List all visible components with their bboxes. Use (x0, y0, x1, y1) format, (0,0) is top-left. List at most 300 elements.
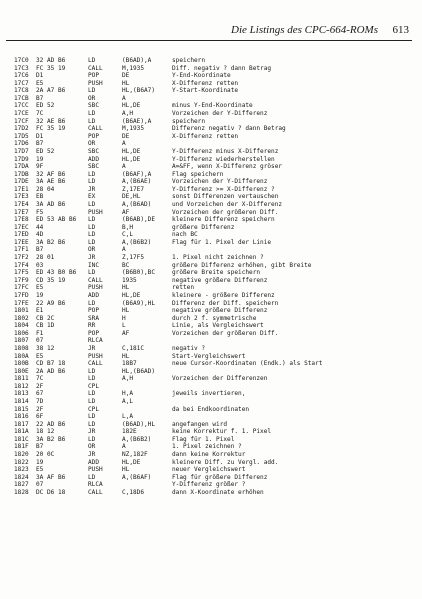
listing-opcode-bytes: 03 (36, 261, 44, 269)
listing-address: 1811 (14, 375, 29, 383)
listing-opcode-bytes: B7 (36, 443, 44, 451)
listing-row (14, 390, 414, 398)
listing-operand: (B6AD),HL (122, 420, 156, 428)
listing-row (14, 383, 414, 391)
listing-operand: L,A (122, 413, 134, 421)
listing-mnemonic: CALL (88, 488, 103, 496)
listing-row (14, 443, 414, 451)
listing-opcode-bytes: ED 53 AB B6 (36, 216, 77, 224)
listing-address: 17C3 (14, 64, 29, 72)
listing-address: 17FC (14, 284, 29, 292)
listing-address: 1828 (14, 488, 29, 496)
listing-operand: L (122, 322, 126, 330)
listing-row (14, 459, 414, 467)
listing-address: 180A (14, 352, 29, 360)
listing-comment: X-Differenz retten (172, 79, 239, 87)
listing-opcode-bytes: 19 (36, 291, 44, 299)
listing-row (14, 481, 414, 489)
listing-row (14, 57, 414, 65)
listing-mnemonic: LD (88, 216, 96, 224)
listing-opcode-bytes: 7C (36, 375, 44, 383)
listing-mnemonic: JR (88, 185, 96, 193)
listing-operand: A,L (122, 398, 134, 406)
listing-address: 17ED (14, 231, 29, 239)
listing-opcode-bytes: 2A A7 B6 (36, 87, 66, 95)
listing-mnemonic: JR (88, 428, 96, 436)
listing-row (14, 375, 414, 383)
listing-row (14, 307, 414, 315)
listing-address: 17CC (14, 102, 29, 110)
listing-operand: M,1935 (122, 64, 145, 72)
listing-mnemonic: LD (88, 231, 96, 239)
listing-mnemonic: SBC (88, 163, 100, 171)
page-title: Die Listings des CPC-664-ROMs (231, 24, 378, 36)
page-number: 613 (392, 24, 409, 36)
listing-opcode-bytes: ED 52 (36, 147, 55, 155)
listing-row (14, 178, 414, 186)
listing-operand: HL (122, 79, 130, 87)
listing-address: 17E4 (14, 200, 29, 208)
listing-opcode-bytes: 67 (36, 390, 44, 398)
listing-operand: C,181C (122, 344, 145, 352)
listing-row (14, 474, 414, 482)
listing-address: 1807 (14, 337, 29, 345)
listing-opcode-bytes: E5 (36, 466, 44, 474)
listing-address: 17E3 (14, 193, 29, 201)
listing-mnemonic: LD (88, 57, 96, 64)
listing-comment: größere Differenz erhöhen, gibt Breite (172, 261, 312, 269)
listing-comment: neue Cursor-Koordinaten (Endk.) als Start (172, 360, 323, 368)
listing-row (14, 156, 414, 164)
listing-address: 17D5 (14, 132, 29, 140)
listing-opcode-bytes: 3A B2 B6 (36, 435, 66, 443)
listing-opcode-bytes: B7 (36, 94, 44, 102)
listing-row (14, 186, 414, 194)
listing-mnemonic: OR (88, 94, 96, 102)
listing-address: 1804 (14, 322, 29, 330)
listing-mnemonic: CPL (88, 405, 100, 413)
listing-opcode-bytes: F5 (36, 208, 44, 216)
listing-mnemonic: SRA (88, 314, 100, 322)
listing-comment: negative größere Differenz (172, 307, 268, 315)
listing-operand: C,L (122, 231, 134, 239)
listing-opcode-bytes: 2F (36, 382, 44, 390)
listing-row (14, 110, 414, 118)
listing-comment: retten (172, 284, 195, 292)
listing-opcode-bytes: FC 35 19 (36, 125, 66, 133)
listing-operand: A,(B6B2) (122, 238, 152, 246)
listing-comment: dann keine Korrektur (172, 451, 246, 459)
listing-mnemonic: ADD (88, 458, 100, 466)
listing-comment: Flag speichern (172, 170, 224, 178)
listing-mnemonic: LD (88, 87, 96, 95)
listing-opcode-bytes: E1 (36, 307, 44, 315)
listing-mnemonic: CALL (88, 64, 103, 72)
listing-operand: HL,DE (122, 102, 141, 110)
listing-operand: A,(B6B2) (122, 435, 152, 443)
listing-mnemonic: PUSH (88, 208, 103, 216)
listing-comment: Y-Differenz größer ? (172, 481, 246, 489)
listing-row (14, 330, 414, 338)
listing-address: 17DE (14, 178, 29, 186)
listing-row (14, 277, 414, 285)
listing-address: 1824 (14, 473, 29, 481)
listing-opcode-bytes: ED 52 (36, 102, 55, 110)
listing-opcode-bytes: E5 (36, 352, 44, 360)
listing-row (14, 72, 414, 80)
listing-row (14, 254, 414, 262)
listing-mnemonic: LD (88, 223, 96, 231)
listing-mnemonic: LD (88, 398, 96, 406)
listing-address: 17C0 (14, 57, 29, 64)
listing-opcode-bytes: E5 (36, 284, 44, 292)
listing-address: 17D6 (14, 140, 29, 148)
listing-mnemonic: EX (88, 193, 96, 201)
listing-operand: H (122, 314, 126, 322)
listing-row (14, 65, 414, 73)
listing-opcode-bytes: 28 01 (36, 254, 55, 262)
listing-row (14, 292, 414, 300)
listing-mnemonic: LD (88, 413, 96, 421)
listing-address: 17D7 (14, 147, 29, 155)
listing-mnemonic: LD (88, 299, 96, 307)
listing-opcode-bytes: E5 (36, 79, 44, 87)
listing-address: 1814 (14, 398, 29, 406)
listing-opcode-bytes: 28 04 (36, 185, 55, 193)
page-header (0, 0, 422, 48)
listing-address: 1813 (14, 390, 29, 398)
listing-mnemonic: LD (88, 170, 96, 178)
listing-address: 17C6 (14, 72, 29, 80)
listing-mnemonic: LD (88, 269, 96, 277)
listing-operand: HL,DE (122, 155, 141, 163)
listing-opcode-bytes: 19 (36, 458, 44, 466)
listing-comment: Flag für 1. Pixel (172, 435, 235, 443)
listing-mnemonic: PUSH (88, 352, 103, 360)
listing-comment: speichern (172, 117, 206, 125)
listing-row (14, 133, 414, 141)
listing-operand: NZ,182F (122, 451, 148, 459)
listing-comment: kleinere Diff. zu Vergl. add. (172, 458, 279, 466)
listing-address: 1806 (14, 329, 29, 337)
listing-operand: A (122, 443, 126, 451)
listing-opcode-bytes: 20 0C (36, 451, 55, 459)
listing-comment: A=&FF, wenn X-Differenz gröser (172, 163, 283, 171)
listing-opcode-bytes: D1 (36, 72, 44, 80)
listing-mnemonic: RLCA (88, 337, 103, 345)
listing-opcode-bytes: CB 2C (36, 314, 55, 322)
listing-mnemonic: ADD (88, 291, 100, 299)
listing-row (14, 428, 414, 436)
listing-operand: 182E (122, 428, 137, 436)
listing-row (14, 284, 414, 292)
listing-opcode-bytes: 19 (36, 155, 44, 163)
listing-opcode-bytes: 32 AD B6 (36, 57, 66, 64)
listing-mnemonic: POP (88, 72, 100, 80)
listing-comment: X-Differenz retten (172, 132, 239, 140)
listing-operand: HL,(B6AD) (122, 367, 156, 375)
listing-mnemonic: CALL (88, 360, 103, 368)
listing-comment: speichern (172, 57, 206, 64)
listing-address: 17C7 (14, 79, 29, 87)
listing-comment: Start-Vergleichswert (172, 352, 246, 360)
listing-mnemonic: POP (88, 307, 100, 315)
listing-operand: A,(B6AD) (122, 200, 152, 208)
listing-operand: M,1935 (122, 125, 145, 133)
listing-comment: jeweils invertieren, (172, 390, 246, 398)
listing-comment: Linie, als Vergleichswert (172, 322, 264, 330)
listing-row (14, 353, 414, 361)
listing-operand: HL (122, 352, 130, 360)
listing-comment: sonst Differenzen vertauschen (172, 193, 279, 201)
listing-mnemonic: CALL (88, 276, 103, 284)
listing-address: 17CE (14, 110, 29, 118)
listing-operand: HL,DE (122, 147, 141, 155)
listing-operand: BC (122, 261, 130, 269)
listing-row (14, 239, 414, 247)
listing-mnemonic: OR (88, 443, 96, 451)
listing-operand: HL,DE (122, 458, 141, 466)
listing-operand: (B6A9),HL (122, 299, 156, 307)
listing-row (14, 140, 414, 148)
listing-operand: HL (122, 466, 130, 474)
header-divider (6, 40, 412, 41)
listing-address: 17DA (14, 163, 29, 171)
listing-address: 17E8 (14, 216, 29, 224)
listing-row (14, 436, 414, 444)
listing-mnemonic: JR (88, 451, 96, 459)
listing-comment: größere Breite speichern (172, 269, 261, 277)
listing-operand: (B6B0),BC (122, 269, 156, 277)
listing-row (14, 246, 414, 254)
listing-comment: Vorzeichen der größeren Diff. (172, 208, 279, 216)
listing-opcode-bytes: FC 35 19 (36, 64, 66, 72)
listing-address: 180B (14, 360, 29, 368)
listing-row (14, 163, 414, 171)
listing-address: 17F9 (14, 276, 29, 284)
listing-comment: Y-End-Koordinate (172, 72, 231, 80)
listing-opcode-bytes: CD B7 18 (36, 360, 66, 368)
listing-operand: Z,17F5 (122, 254, 145, 262)
listing-address: 1802 (14, 314, 29, 322)
listing-operand: A (122, 246, 126, 254)
listing-row (14, 413, 414, 421)
listing-operand: HL (122, 307, 130, 315)
listing-address: 17F2 (14, 254, 29, 262)
listing-mnemonic: LD (88, 200, 96, 208)
listing-operand: (B6AD),A (122, 57, 152, 64)
listing-operand: DE (122, 132, 130, 140)
listing-row (14, 489, 414, 497)
listing-address: 17C8 (14, 87, 29, 95)
listing-mnemonic: JR (88, 344, 96, 352)
listing-opcode-bytes: 2F (36, 405, 44, 413)
listing-opcode-bytes: 2A AD B6 (36, 367, 66, 375)
listing-opcode-bytes: B7 (36, 246, 44, 254)
listing-opcode-bytes: 22 AD B6 (36, 420, 66, 428)
listing-row (14, 421, 414, 429)
listing-row (14, 406, 414, 414)
listing-operand: C,18D6 (122, 488, 145, 496)
listing-opcode-bytes: EB (36, 193, 44, 201)
listing-opcode-bytes: 44 (36, 223, 44, 231)
listing-comment: neuer Vergleichswert (172, 466, 246, 474)
listing-address: 17EC (14, 223, 29, 231)
listing-address: 1817 (14, 420, 29, 428)
listing-opcode-bytes: 7D (36, 398, 44, 406)
listing-address: 17F5 (14, 269, 29, 277)
listing-address: 1808 (14, 344, 29, 352)
listing-opcode-bytes: CD 35 19 (36, 276, 66, 284)
listing-address: 1815 (14, 405, 29, 413)
listing-address: 17FD (14, 291, 29, 299)
listing-comment: und Vorzeichen der X-Differenz (172, 200, 283, 208)
listing-operand: (B6AB),DE (122, 216, 156, 224)
listing-opcode-bytes: ED 43 B0 B6 (36, 269, 77, 277)
listing-address: 1822 (14, 458, 29, 466)
listing-operand: A,(B6AE) (122, 178, 152, 186)
listing-comment: Y-Differenz >= X-Differenz ? (172, 185, 275, 193)
listing-address: 17DB (14, 170, 29, 178)
listing-mnemonic: OR (88, 140, 96, 148)
listing-mnemonic: LD (88, 178, 96, 186)
listing-address: 17F1 (14, 246, 29, 254)
listing-operand: A (122, 163, 126, 171)
listing-row (14, 87, 414, 95)
listing-mnemonic: SBC (88, 147, 100, 155)
listing-address: 17CB (14, 94, 29, 102)
listing-mnemonic: RLCA (88, 481, 103, 489)
listing-mnemonic: LD (88, 390, 96, 398)
listing-comment: kleinere - größere Differenz (172, 291, 275, 299)
listing-row (14, 95, 414, 103)
listing-operand: (B6AE),A (122, 117, 152, 125)
listing-row (14, 216, 414, 224)
listing-address: 1823 (14, 466, 29, 474)
listing-comment: da bei Endkoordinaten (172, 405, 250, 413)
listing-comment: negative größere Differenz (172, 276, 268, 284)
listing-comment: Differenz negativ ? dann Betrag (172, 125, 286, 133)
listing-operand: A,(B6AF) (122, 473, 152, 481)
listing-address: 17F4 (14, 261, 29, 269)
listing-address: 1820 (14, 451, 29, 459)
listing-mnemonic: INC (88, 261, 100, 269)
listing-row (14, 118, 414, 126)
listing-opcode-bytes: 7C (36, 110, 44, 118)
listing-address: 17FE (14, 299, 29, 307)
listing-comment: Vorzeichen der Y-Differenz (172, 110, 268, 118)
listing-comment: Diff. negativ ? dann Betrag (172, 64, 272, 72)
listing-operand: A (122, 94, 126, 102)
listing-operand: H,A (122, 390, 134, 398)
listing-comment: durch 2 f. symmetrische (172, 314, 257, 322)
listing-row (14, 322, 414, 330)
listing-mnemonic: POP (88, 132, 100, 140)
listing-row (14, 451, 414, 459)
listing-comment: Y-Differenz wiederherstellen (172, 155, 275, 163)
listing-operand: 18B7 (122, 360, 137, 368)
listing-row (14, 80, 414, 88)
listing-mnemonic: OR (88, 246, 96, 254)
listing-mnemonic: PUSH (88, 79, 103, 87)
listing-operand: B,H (122, 223, 134, 231)
listing-operand: AF (122, 329, 130, 337)
listing-opcode-bytes: DC D6 18 (36, 488, 66, 496)
listing-operand: HL,DE (122, 291, 141, 299)
listing-row (14, 224, 414, 232)
listing-row (14, 209, 414, 217)
listing-mnemonic: PUSH (88, 284, 103, 292)
listing-operand: 1935 (122, 276, 137, 284)
listing-mnemonic: LD (88, 117, 96, 125)
listing-address: 17CF (14, 117, 29, 125)
listing-mnemonic: LD (88, 238, 96, 246)
listing-operand: HL (122, 284, 130, 292)
listing-opcode-bytes: D1 (36, 132, 44, 140)
listing-mnemonic: LD (88, 367, 96, 375)
listing-address: 181F (14, 443, 29, 451)
assembly-listing (14, 57, 414, 497)
listing-opcode-bytes: CB 1D (36, 322, 55, 330)
listing-row (14, 337, 414, 345)
listing-mnemonic: PUSH (88, 466, 103, 474)
listing-opcode-bytes: 3A AF B6 (36, 473, 66, 481)
listing-row (14, 398, 414, 406)
listing-operand: AF (122, 208, 130, 216)
listing-address: 180E (14, 367, 29, 375)
listing-comment: Y-Differenz minus X-Differenz (172, 147, 279, 155)
listing-row (14, 315, 414, 323)
listing-address: 17EE (14, 238, 29, 246)
listing-mnemonic: CALL (88, 125, 103, 133)
listing-opcode-bytes: 32 AE B6 (36, 117, 66, 125)
listing-operand: Z,17E7 (122, 185, 145, 193)
listing-row (14, 360, 414, 368)
listing-operand: (B6AF),A (122, 170, 152, 178)
listing-address: 1827 (14, 481, 29, 489)
listing-opcode-bytes: F1 (36, 329, 44, 337)
listing-mnemonic: LD (88, 473, 96, 481)
listing-address: 181A (14, 428, 29, 436)
listing-comment: kleinere Differenz speichern (172, 216, 275, 224)
listing-opcode-bytes: 4D (36, 231, 44, 239)
listing-opcode-bytes: 07 (36, 481, 44, 489)
listing-comment: Flag für größere Differenz (172, 473, 268, 481)
listing-row (14, 368, 414, 376)
listing-row (14, 269, 414, 277)
listing-mnemonic: LD (88, 420, 96, 428)
listing-comment: nach BC (172, 231, 198, 239)
listing-address: 17E1 (14, 185, 29, 193)
listing-row (14, 171, 414, 179)
listing-comment: Y-Start-Koordinate (172, 87, 239, 95)
listing-address: 181C (14, 435, 29, 443)
listing-comment: Differenz der Diff. speichern (172, 299, 279, 307)
listing-operand: HL,(B6A7) (122, 87, 156, 95)
listing-row (14, 231, 414, 239)
listing-row (14, 201, 414, 209)
listing-operand: DE,HL (122, 193, 141, 201)
listing-row (14, 300, 414, 308)
listing-opcode-bytes: 3A AD B6 (36, 200, 66, 208)
listing-address: 17E7 (14, 208, 29, 216)
listing-comment: dann X-Koordinate erhöhen (172, 488, 264, 496)
listing-opcode-bytes: 38 12 (36, 344, 55, 352)
listing-row (14, 345, 414, 353)
listing-address: 17D2 (14, 125, 29, 133)
listing-mnemonic: ADD (88, 155, 100, 163)
listing-comment: 1. Pixel nicht zeichnen ? (172, 254, 264, 262)
